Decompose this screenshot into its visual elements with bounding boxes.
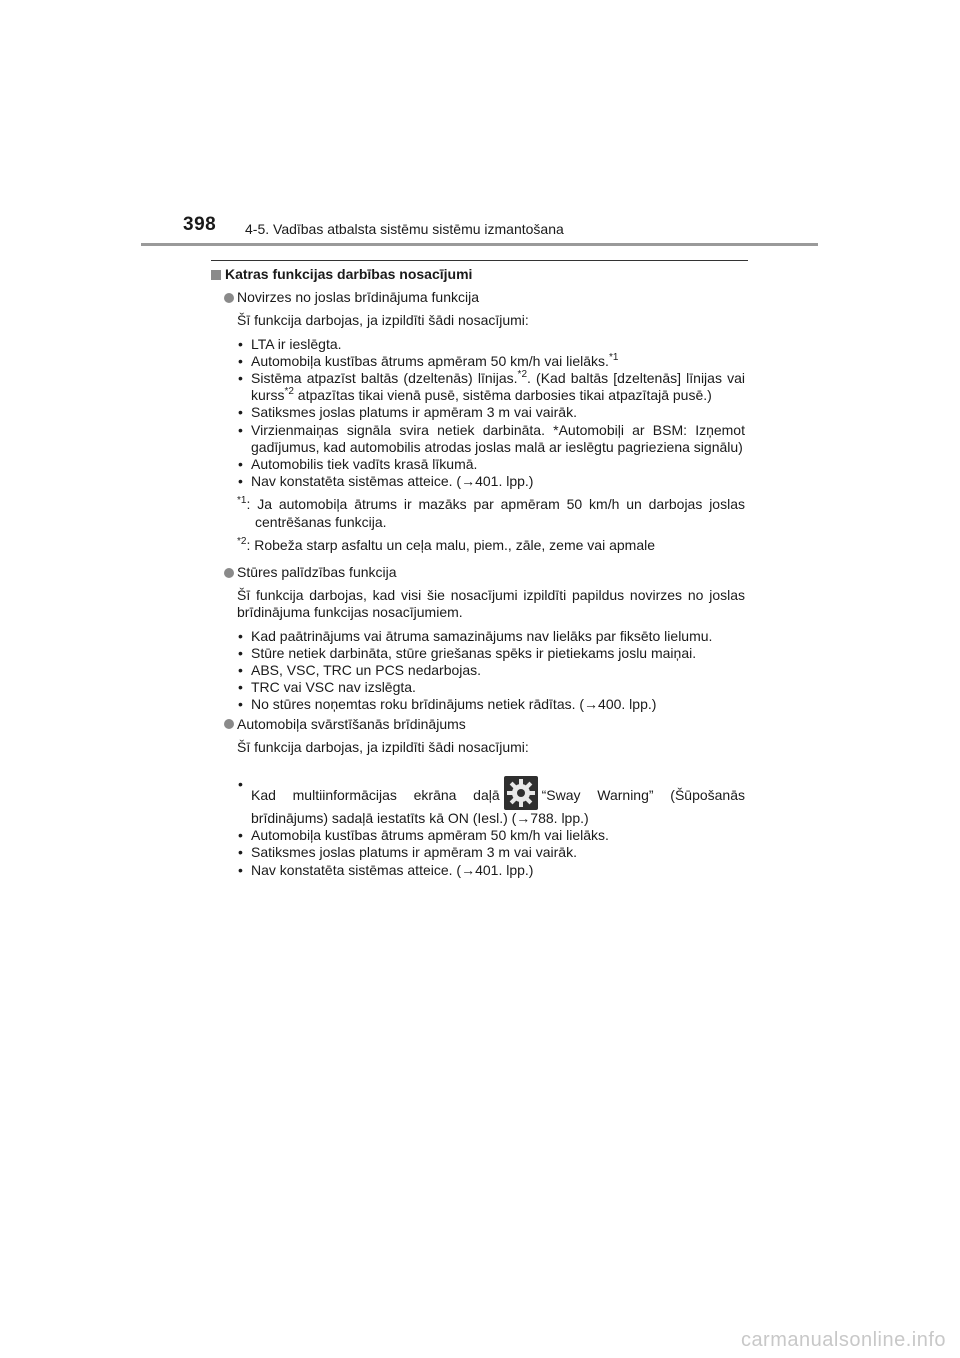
condition-list bbox=[237, 336, 745, 491]
condition-list bbox=[237, 628, 745, 714]
list-item: • Virzienmaiņas signāla svira netiek darbināta. *Automobiļi ar BSM: Izņemot gadījumus, kad automobilis atrodas joslas malā ar ieslēgtu pagrieziena signālu) bbox=[238, 421, 745, 455]
square-bullet-icon bbox=[211, 270, 221, 280]
page-content bbox=[211, 266, 745, 879]
settings-gear-icon bbox=[504, 776, 538, 810]
subsection-title: Automobiļa svārstīšanās brīdinājums bbox=[237, 715, 466, 732]
list-item: • No stūres noņemtas roku brīdinājums netiek rādītas. (→400. lpp.) bbox=[238, 696, 657, 713]
circle-bullet-icon bbox=[224, 293, 234, 303]
paragraph: Šī funkcija darbojas, kad visi šie nosacījumi izpildīti papildus novirzes no joslas brīdinājuma funkcijas nosacījumiem. bbox=[237, 587, 745, 621]
circle-bullet-icon bbox=[224, 719, 234, 729]
list-item: • ABS, VSC, TRC un PCS nedarbojas. bbox=[238, 662, 482, 679]
list-item: • Kad paātrinājums vai ātruma samazinājums nav lielāks par fiksēto lielumu. bbox=[238, 627, 713, 644]
paragraph: Šī funkcija darbojas, ja izpildīti šādi nosacījumi: bbox=[237, 738, 529, 755]
list-item: • Automobilis tiek vadīts krasā līkumā. bbox=[238, 456, 478, 473]
list-item: • Nav konstatēta sistēmas atteice. (→401. lpp.) bbox=[238, 473, 534, 490]
section-heading bbox=[211, 266, 745, 283]
subsection-title: Novirzes no joslas brīdinājuma funkcija bbox=[237, 289, 479, 306]
circle-bullet-icon bbox=[224, 568, 234, 578]
footnote-2: $^{*2}$: Robeža starp asfaltu un ceļa malu, piem., zāle, zeme vai apmale bbox=[237, 535, 656, 553]
list-item: • Sistēma atpazīst baltās (dzeltenās) līnijas.$^{*2}$. (Kad baltās [dzeltenās] līnijas vai kurss$^{*2}$ atpazītas tikai vienā pusē, sistēma darbosies tikai atpazītajā pusē.) bbox=[238, 369, 745, 404]
list-item: • Satiksmes joslas platums ir apmēram 3 m vai vairāk. bbox=[238, 844, 577, 861]
list-item: • Stūre netiek darbināta, stūre griešanas spēks ir pietiekams joslu maiņai. bbox=[238, 644, 697, 661]
section-rule bbox=[211, 260, 748, 261]
subsection-steering-assist bbox=[211, 564, 745, 581]
footnote-1: $^{*1}$: Ja automobiļa ātrums ir mazāks par apmēram 50 km/h un darbojas joslas centrēšanas funkcija. bbox=[237, 495, 745, 530]
list-item: • Kad multiinformācijas ekrāna daļā “Sway Warning” (Šūpošanās brīdinājums) sadaļā iestatīts kā ON (Iesl.) (→788. lpp.) bbox=[238, 776, 745, 827]
list-item: • Satiksmes joslas platums ir apmēram 3 m vai vairāk. bbox=[238, 404, 577, 421]
paragraph: Šī funkcija darbojas, ja izpildīti šādi nosacījumi: bbox=[237, 312, 529, 329]
chapter-title: 4-5. Vadības atbalsta sistēmu sistēmu izmantošana bbox=[245, 221, 564, 237]
list-item: • Automobiļa kustības ātrums apmēram 50 km/h vai lielāks.$^{*1}$ bbox=[238, 351, 619, 369]
list-item: • LTA ir ieslēgta. bbox=[238, 335, 342, 352]
subsection-sway-warning bbox=[211, 716, 745, 733]
list-item: • Automobiļa kustības ātrums apmēram 50 km/h vai lielāks. bbox=[238, 827, 609, 844]
subsection-title: Stūres palīdzības funkcija bbox=[237, 564, 397, 581]
list-item: • Nav konstatēta sistēmas atteice. (→401. lpp.) bbox=[238, 861, 534, 878]
page-number: 398 bbox=[183, 214, 217, 235]
watermark: carmanualsonline.info bbox=[740, 1329, 946, 1351]
condition-list bbox=[237, 776, 745, 879]
list-item: • TRC vai VSC nav izslēgta. bbox=[238, 679, 416, 696]
section-heading-text: Katras funkcijas darbības nosacījumi bbox=[225, 266, 473, 282]
header-rule bbox=[141, 243, 818, 246]
subsection-lane-departure bbox=[211, 289, 745, 306]
